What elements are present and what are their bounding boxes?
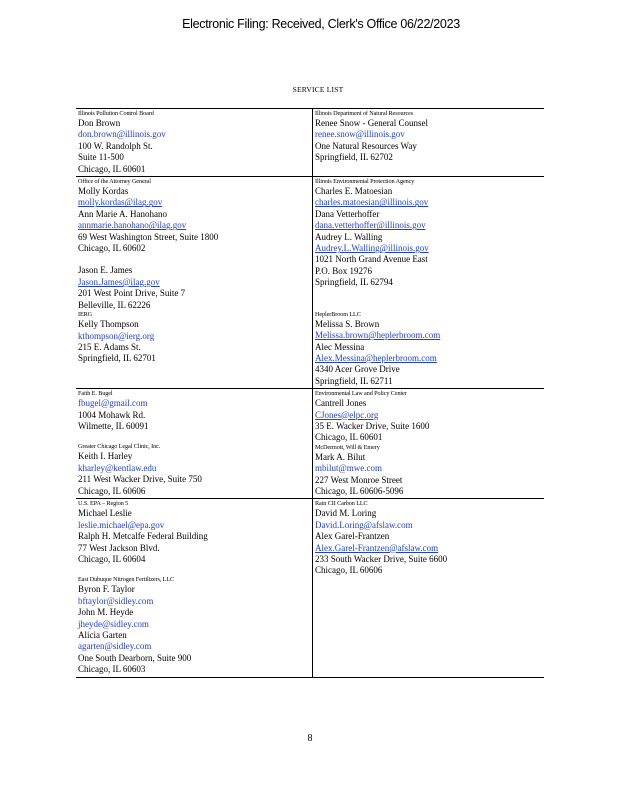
email-link[interactable]: David.Loring@afslaw.com: [315, 519, 413, 530]
organization-name: U.S. EPA – Region 5: [78, 500, 129, 508]
contact-line: 4340 Acer Grove Drive: [315, 364, 400, 375]
email-link[interactable]: fbugel@gmail.com: [78, 398, 148, 409]
email-link[interactable]: renee.snow@illinois.gov: [315, 129, 405, 140]
contact-line: Springfield, IL 62794: [315, 277, 393, 288]
service-list-cell-right: [313, 499, 545, 677]
organization-name: Illinois Department of Natural Resources: [315, 110, 414, 117]
email-link[interactable]: Audrey.L.Walling@illinois.gov: [315, 243, 429, 254]
organization-name: McDermott, Will & Emery: [315, 443, 380, 451]
organization-name: Illinois Environmental Protection Agency: [315, 178, 415, 186]
email-line: [78, 641, 310, 652]
email-link[interactable]: jheyde@sidley.com: [78, 618, 149, 629]
email-line: [78, 331, 310, 342]
electronic-filing-header: Electronic Filing: Received, Clerk's Office 06/22/2023: [182, 17, 460, 31]
contact-line: 77 West Jackson Blvd.: [78, 542, 160, 553]
contact-line: Chicago, IL 60601: [78, 163, 146, 174]
email-link[interactable]: bftaylor@sidley.com: [78, 595, 154, 606]
email-link[interactable]: kharley@kentlaw.edu: [78, 462, 157, 473]
contact-line: Melissa S. Brown: [315, 318, 380, 329]
service-list-row: [76, 109, 544, 177]
contact-line: Chicago, IL 60602: [78, 243, 146, 254]
email-link[interactable]: molly.kordas@ilag.gov: [78, 197, 163, 208]
contact-line: Byron F. Taylor: [78, 584, 135, 595]
contact-line: 69 West Washington Street, Suite 1800: [78, 231, 219, 242]
service-list-body: [76, 109, 544, 678]
contact-line: Cantrell Jones: [315, 398, 367, 409]
email-line: [78, 596, 310, 607]
service-list-row: [76, 177, 544, 389]
organization-name: Rain CII Carbon LLC: [315, 500, 368, 508]
contact-line: Keith I. Harley: [78, 451, 133, 462]
contact-line: Wilmette, IL 60091: [78, 420, 149, 431]
organization-name: HeplerBroom LLC: [315, 310, 361, 318]
email-link[interactable]: agarten@sidley.com: [78, 641, 152, 652]
email-line: [315, 543, 542, 554]
contact-line: Kelly Thompson: [78, 319, 139, 330]
contact-line: Chicago, IL 60601: [315, 432, 383, 443]
contact-line: 201 West Point Drive, Suite 7: [78, 288, 186, 299]
email-line: [315, 243, 542, 254]
organization-name: IERG: [78, 311, 93, 319]
email-line: [78, 129, 310, 140]
contact-line: David M. Loring: [315, 508, 377, 519]
email-link[interactable]: Jason.James@ilag.gov: [78, 276, 160, 287]
contact-line: Springfield, IL 62711: [315, 375, 393, 386]
service-list-cell-left: [76, 177, 313, 389]
contact-line: 1021 North Grand Avenue East: [315, 254, 428, 265]
email-line: [78, 220, 310, 231]
spacer: [315, 300, 542, 311]
service-list-cell-right: [313, 389, 545, 499]
service-list-cell-right: [313, 109, 545, 177]
contact-line: Alicia Garten: [78, 630, 127, 641]
email-line: [315, 410, 542, 421]
email-line: [78, 398, 310, 409]
contact-line: Charles E. Matoesian: [315, 186, 393, 197]
email-line: [315, 463, 542, 474]
email-link[interactable]: dana.vetterhoffer@illinois.gov: [315, 220, 426, 231]
email-line: [315, 129, 542, 140]
email-link[interactable]: Melissa.brown@heplerbroom.com: [315, 330, 441, 341]
contact-line: 100 W. Randolph St.: [78, 140, 153, 151]
contact-line: Suite 11-500: [78, 152, 124, 163]
service-list-row: [76, 389, 544, 499]
contact-line: Springfield, IL 62701: [78, 353, 156, 364]
page-title: SERVICE LIST: [292, 85, 344, 94]
email-link[interactable]: Alex.Garel-Frantzen@afslaw.com: [315, 542, 439, 553]
contact-line: Chicago, IL 60606-5096: [315, 485, 404, 496]
email-line: [315, 220, 542, 231]
contact-line: 211 West Wacker Drive, Suite 750: [78, 474, 202, 485]
email-line: [78, 197, 310, 208]
email-line: [78, 463, 310, 474]
contact-line: Dana Vetterhoffer: [315, 208, 380, 219]
service-list-table: [76, 108, 544, 678]
contact-line: Chicago, IL 60606: [315, 565, 383, 576]
contact-line: Audrey L. Walling: [315, 231, 383, 242]
contact-line: One South Dearborn, Suite 900: [78, 652, 192, 663]
contact-line: Alex Garel-Frantzen: [315, 531, 390, 542]
email-line: [78, 277, 310, 288]
service-list-cell-right: [313, 177, 545, 389]
contact-line: Michael Leslie: [78, 508, 132, 519]
organization-name: Illinois Pollution Control Board: [78, 110, 154, 117]
email-line: [315, 330, 542, 341]
email-link[interactable]: annmarie.hanohano@ilag.gov: [78, 220, 187, 231]
email-link[interactable]: CJones@elpc.org: [315, 409, 379, 420]
contact-line: 35 E. Wacker Drive, Suite 1600: [315, 420, 430, 431]
contact-line: Belleville, IL 62226: [78, 299, 151, 310]
contact-line: Chicago, IL 60606: [78, 485, 146, 496]
spacer: [78, 565, 310, 576]
email-link[interactable]: don.brown@illinois.gov: [78, 129, 166, 140]
organization-name: Faith E. Bugel: [78, 390, 113, 398]
email-link[interactable]: Alex.Messina@heplerbroom.com: [315, 352, 437, 363]
service-list-row: [76, 499, 544, 677]
email-link[interactable]: charles.matoesian@illinois.gov: [315, 197, 429, 208]
service-list-cell-left: [76, 499, 313, 677]
email-line: [78, 520, 310, 531]
page-number: 8: [307, 733, 313, 744]
contact-line: One Natural Resources Way: [315, 140, 417, 151]
organization-name: Environmental Law and Policy Center: [315, 390, 407, 398]
contact-line: 233 South Wacker Drive, Suite 6600: [315, 554, 448, 564]
contact-line: Jason E. James: [78, 265, 133, 276]
organization-name: Office of the Attorney General: [78, 178, 151, 186]
contact-line: Springfield, IL 62702: [315, 152, 393, 163]
email-link[interactable]: kthompson@ierg.org: [78, 330, 155, 341]
contact-line: John M. Heyde: [78, 607, 134, 618]
spacer: [315, 289, 542, 300]
organization-name: East Dubuque Nitrogen Fertilizers, LLC: [78, 576, 175, 584]
service-list-cell-left: [76, 389, 313, 499]
contact-line: Don Brown: [78, 118, 121, 128]
contact-line: Renee Snow - General Counsel: [315, 118, 428, 128]
contact-line: 215 E. Adams St.: [78, 341, 141, 352]
contact-line: Chicago, IL 60604: [78, 554, 146, 564]
contact-line: P.O. Box 19276: [315, 265, 373, 276]
contact-line: Molly Kordas: [78, 186, 129, 197]
organization-name: Greater Chicago Legal Clinic, Inc.: [78, 443, 161, 451]
contact-line: Alec Messina: [315, 341, 365, 352]
spacer: [78, 254, 310, 265]
contact-line: Mark A. Bilut: [315, 451, 366, 462]
contact-line: Ralph H. Metcalfe Federal Building: [78, 531, 208, 542]
email-line: [315, 353, 542, 364]
email-line: [315, 520, 542, 531]
contact-line: 227 West Monroe Street: [315, 474, 403, 485]
contact-line: 1004 Mohawk Rd.: [78, 409, 146, 420]
email-line: [315, 197, 542, 208]
email-link[interactable]: leslie.michael@epa.gov: [78, 519, 165, 530]
email-line: [78, 619, 310, 630]
service-list-cell-left: [76, 109, 313, 177]
contact-line: Ann Marie A. Hanohano: [78, 208, 167, 219]
spacer: [78, 432, 310, 443]
email-link[interactable]: mbilut@mwe.com: [315, 463, 383, 474]
contact-line: Chicago, IL 60603: [78, 664, 146, 675]
